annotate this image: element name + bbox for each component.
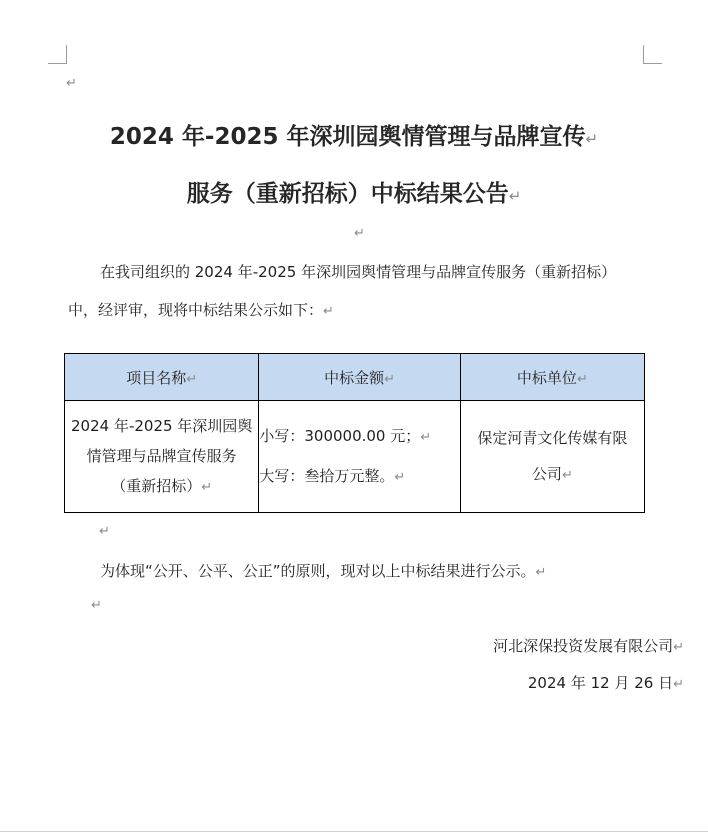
- signature-date: 2024 年 12 月 26 日: [527, 674, 674, 692]
- paragraph-mark: ↵: [673, 677, 684, 692]
- signature-company-line: [493, 635, 684, 656]
- page-bottom-divider: [0, 831, 708, 832]
- paragraph-mark: ↵: [535, 565, 547, 580]
- intro-text-2: 中，经评审，现将中标结果公示如下：: [68, 301, 324, 319]
- intro-line-1: [100, 261, 616, 282]
- principle-line: [100, 560, 546, 581]
- paragraph-mark: ↵: [508, 187, 522, 205]
- paragraph-mark: ↵: [66, 76, 77, 91]
- paragraph-mark: ↵: [673, 640, 684, 655]
- cell-project-name: 2024 年-2025 年深圳园舆 情管理与品牌宣传服务 （重新招标）↵: [65, 401, 259, 513]
- title-text-1: 2024 年-2025 年深圳园舆情管理与品牌宣传: [109, 124, 586, 150]
- crop-mark-top-right: [643, 45, 662, 64]
- paragraph-mark: ↵: [354, 226, 365, 241]
- title-text-2: 服务（重新招标）中标结果公告: [186, 181, 509, 207]
- principle-text: 为体现“公开、公平、公正”的原则，现对以上中标结果进行公示。: [100, 562, 536, 580]
- amount-small: 小写：300000.00 元；: [259, 426, 421, 445]
- header-winning-bidder: 中标单位↵: [460, 354, 644, 401]
- intro-line-2: [68, 299, 334, 320]
- paragraph-mark: ↵: [323, 304, 334, 319]
- table-header-row: [65, 354, 645, 401]
- header-project-name: 项目名称↵: [65, 354, 259, 401]
- title-line-1: [0, 118, 708, 151]
- cell-winning-bidder: 保定河青文化传媒有限 公司↵: [460, 401, 644, 513]
- paragraph-mark: ↵: [99, 524, 110, 539]
- intro-text-1: 在我司组织的 2024 年-2025 年深圳园舆情管理与品牌宣传服务（重新招标）: [100, 263, 617, 281]
- header-bid-amount: 中标金额↵: [259, 354, 460, 401]
- paragraph-mark: ↵: [91, 598, 102, 613]
- result-table: [64, 353, 645, 513]
- signature-date-line: [528, 672, 684, 693]
- table-row: [65, 401, 645, 513]
- crop-mark-top-left: [48, 45, 67, 64]
- cell-bid-amount: 小写：300000.00 元；↵ 大写：叁拾万元整。↵: [259, 401, 460, 513]
- amount-large: 大写：叁拾万元整。: [259, 466, 395, 485]
- title-line-2: [0, 175, 708, 208]
- signature-company: 河北深保投资发展有限公司: [493, 637, 674, 655]
- paragraph-mark: ↵: [585, 130, 599, 148]
